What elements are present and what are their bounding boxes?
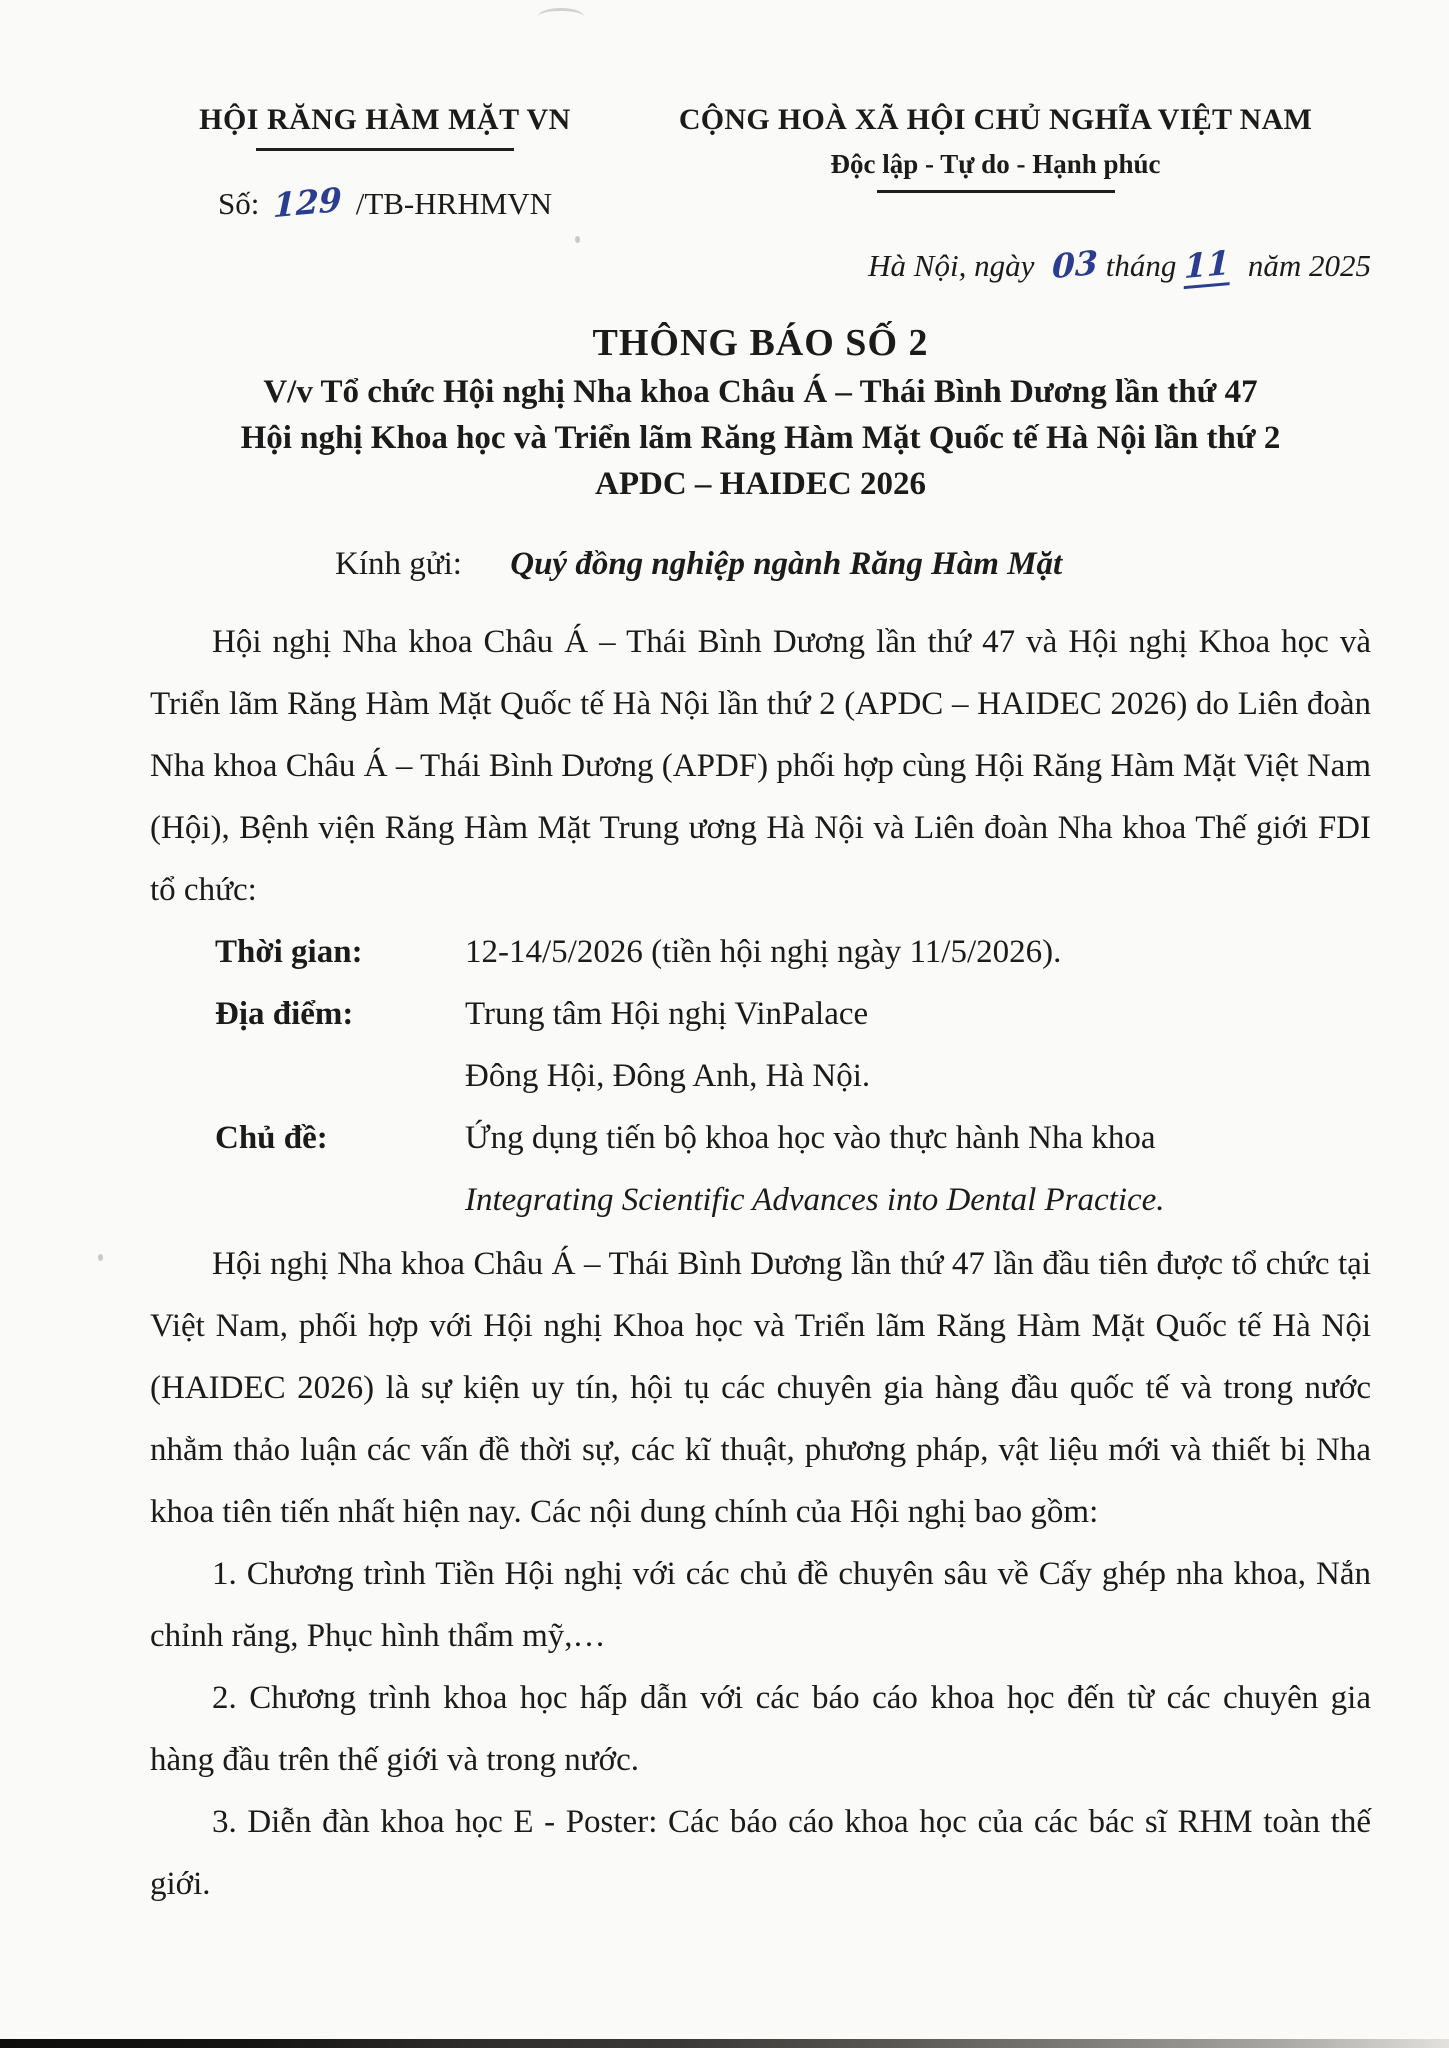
detail-value: Integrating Scientific Advances into Dental Practice. xyxy=(465,1182,1165,1218)
detail-row-theme-english xyxy=(150,1169,1371,1231)
national-motto: Độc lập - Tự do - Hạnh phúc xyxy=(830,149,1161,179)
detail-label xyxy=(215,1169,465,1231)
motto-underline-rule xyxy=(877,190,1115,193)
body-paragraph-2: Hội nghị Nha khoa Châu Á – Thái Bình Dương lần thứ 47 lần đầu tiên được tổ chức tại Việt Nam, phối hợp với Hội nghị Khoa học và Triển lãm Răng Hàm Mặt Quốc tế Hà Nội (HAIDEC 2026) là sự kiện uy tín, hội tụ các chuyên gia hàng đầu quốc tế và trong nước nhằm thảo luận các vấn đề thời sự, các kĩ thuật, phương pháp, vật liệu mới và thiết bị Nha khoa tiên tiến nhất hiện nay. Các nội dung chính của Hội nghị bao gồm: xyxy=(150,1246,1371,1530)
detail-label: Thời gian: xyxy=(215,934,363,970)
scan-artifact-squiggle xyxy=(538,8,584,25)
detail-label: Địa điểm: xyxy=(215,996,354,1032)
scanner-edge-artifact xyxy=(0,2039,1449,2048)
issuing-org-block xyxy=(150,100,620,226)
detail-value: Trung tâm Hội nghị VinPalace xyxy=(465,996,869,1032)
date-month-label: tháng xyxy=(1105,248,1177,283)
document-number-suffix: /TB-HRHMVN xyxy=(355,186,553,221)
detail-row-venue xyxy=(150,983,1371,1045)
document-number-line xyxy=(150,179,620,226)
detail-row-theme xyxy=(150,1107,1371,1169)
date-day-handwritten: 03 xyxy=(1051,242,1099,287)
salutation-recipient: Quý đồng nghiệp ngành Răng Hàm Mặt xyxy=(510,546,1063,582)
issuing-org-name: HỘI RĂNG HÀM MẶT VN xyxy=(199,103,571,136)
list-item-2: 2. Chương trình khoa học hấp dẫn với các báo cáo khoa học đến từ các chuyên gia hàng đầu trên thế giới và trong nước. xyxy=(150,1680,1371,1778)
national-heading-block xyxy=(620,100,1371,287)
scan-artifact-speck xyxy=(98,1254,103,1261)
detail-row-time xyxy=(150,921,1371,983)
event-details-block xyxy=(150,921,1371,1231)
salutation-line xyxy=(150,541,1371,587)
document-subtitle-2: Hội nghị Khoa học và Triển lãm Răng Hàm Mặt Quốc tế Hà Nội lần thứ 2 xyxy=(240,420,1281,456)
document-title: THÔNG BÁO SỐ 2 xyxy=(592,322,929,364)
document-number-handwritten: 129 xyxy=(272,179,343,226)
scan-artifact-speck xyxy=(575,236,580,243)
document-title-block xyxy=(150,317,1371,507)
org-underline-rule xyxy=(256,148,514,151)
detail-value: 12-14/5/2026 (tiền hội nghị ngày 11/5/2026). xyxy=(465,934,1062,970)
letterhead xyxy=(150,100,1371,287)
document-subtitle-3: APDC – HAIDEC 2026 xyxy=(595,466,926,502)
date-place-prefix: Hà Nội, ngày xyxy=(868,248,1035,283)
document-number-label: Số: xyxy=(217,186,260,221)
detail-value: Đông Hội, Đông Anh, Hà Nội. xyxy=(465,1058,871,1094)
salutation-label: Kính gửi: xyxy=(335,546,462,582)
date-line xyxy=(620,242,1371,287)
body-paragraph-1: Hội nghị Nha khoa Châu Á – Thái Bình Dương lần thứ 47 và Hội nghị Khoa học và Triển lãm Răng Hàm Mặt Quốc tế Hà Nội lần thứ 2 (APDC – HAIDEC 2026) do Liên đoàn Nha khoa Châu Á – Thái Bình Dương (APDF) phối hợp cùng Hội Răng Hàm Mặt Việt Nam (Hội), Bệnh viện Răng Hàm Mặt Trung ương Hà Nội và Liên đoàn Nha khoa Thế giới FDI tổ chức: xyxy=(150,624,1371,908)
detail-label: Chủ đề: xyxy=(215,1120,328,1156)
list-item-3: 3. Diễn đàn khoa học E - Poster: Các báo cáo khoa học của các bác sĩ RHM toàn thế giới. xyxy=(150,1804,1371,1902)
detail-label xyxy=(215,1045,465,1107)
country-title: CỘNG HOÀ XÃ HỘI CHỦ NGHĨA VIỆT NAM xyxy=(678,103,1313,136)
list-item-1: 1. Chương trình Tiền Hội nghị với các chủ đề chuyên sâu về Cấy ghép nha khoa, Nắn chỉnh răng, Phục hình thẩm mỹ,… xyxy=(150,1556,1371,1654)
detail-value: Ứng dụng tiến bộ khoa học vào thực hành Nha khoa xyxy=(465,1120,1156,1156)
detail-row-venue-2 xyxy=(150,1045,1371,1107)
document-subtitle-1: V/v Tổ chức Hội nghị Nha khoa Châu Á – Thái Bình Dương lần thứ 47 xyxy=(263,374,1258,410)
date-month-handwritten: 11 xyxy=(1184,243,1230,289)
date-year-suffix: năm 2025 xyxy=(1247,248,1371,283)
